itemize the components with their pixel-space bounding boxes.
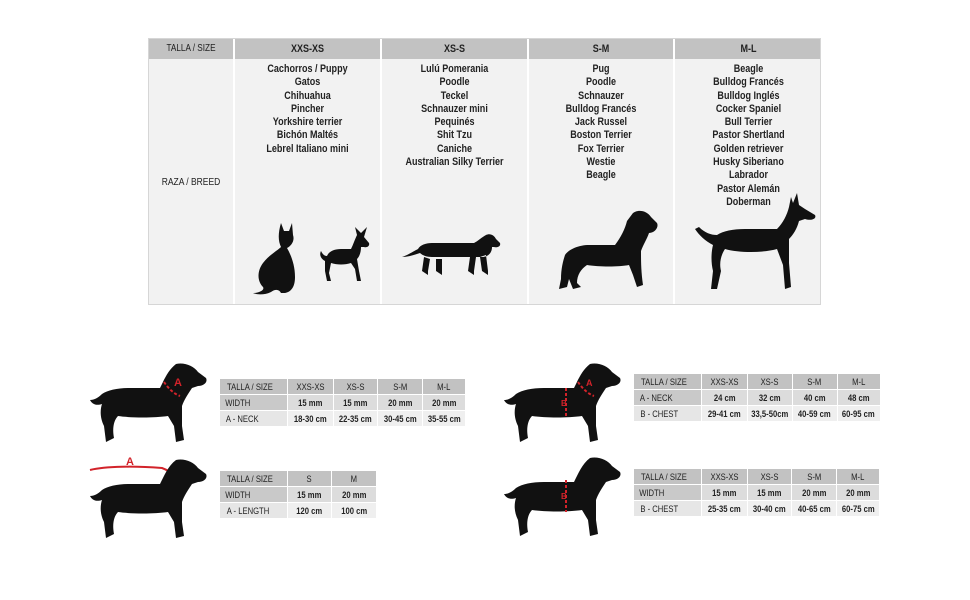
- table-cell: 24 cm: [713, 392, 736, 403]
- breed-list: [529, 59, 673, 183]
- size-column-header: S-M: [806, 471, 822, 482]
- breed-column-m-l: [675, 39, 822, 304]
- size-header-label: TALLA / SIZE: [641, 471, 687, 482]
- table-row: [634, 406, 881, 422]
- breed-column-s-m: [529, 39, 675, 304]
- breed-item: Bulldog Francés: [713, 76, 784, 89]
- table-cell: 15 mm: [343, 397, 368, 408]
- table-header-row: [220, 471, 377, 487]
- measure-marker-b: B: [561, 399, 567, 408]
- size-column-header: XXS-XS: [710, 471, 739, 482]
- collar-size-table: [220, 379, 466, 427]
- table-row: [220, 395, 466, 411]
- table-row: [220, 503, 377, 519]
- breed-item: Husky Siberiano: [713, 156, 784, 169]
- chest-size-table: [634, 469, 880, 517]
- table-cell: 60-95 cm: [842, 408, 875, 419]
- harness-size-table: [634, 374, 881, 422]
- table-row: [634, 390, 881, 406]
- doberman-silhouette-icon: [693, 191, 817, 293]
- measure-marker-a: A: [586, 378, 593, 388]
- table-cell: 15 mm: [757, 487, 782, 498]
- table-cell: 25-35 cm: [708, 503, 741, 514]
- row-label: A - NECK: [225, 413, 259, 424]
- row-label: A - NECK: [639, 392, 673, 403]
- row-label: B - CHEST: [640, 408, 679, 419]
- breed-item: Boston Terrier: [570, 129, 632, 142]
- row-label: B - CHEST: [640, 503, 679, 514]
- table-cell: 29-41 cm: [708, 408, 741, 419]
- size-header-label: TALLA / SIZE: [227, 473, 273, 484]
- size-column-header: M-L: [851, 471, 865, 482]
- breed-item: Poodle: [585, 76, 617, 89]
- breed-row-label: RAZA / BREED: [161, 177, 221, 188]
- measure-marker-a: A: [174, 377, 182, 389]
- chihuahua-silhouette-icon: [317, 225, 373, 285]
- size-column-header: S-M: [392, 381, 408, 392]
- size-column-header: XS-S: [443, 43, 466, 55]
- size-header-label: TALLA / SIZE: [227, 381, 273, 392]
- breed-column-xs-s: [382, 39, 529, 304]
- table-cell: 40-59 cm: [798, 408, 831, 419]
- breed-item: Pug: [592, 63, 610, 75]
- table-cell: 32 cm: [758, 392, 781, 403]
- table-cell: 40-65 cm: [797, 503, 831, 514]
- breed-item: Shit Tzu: [436, 129, 473, 142]
- size-column-header: S: [306, 473, 313, 484]
- size-column-header: XXS-XS: [710, 376, 739, 387]
- breed-item: Jack Russel: [574, 116, 628, 129]
- table-cell: 20 mm: [431, 397, 457, 408]
- breed-item: Poodle: [439, 76, 470, 89]
- size-column-header: S-M: [807, 376, 822, 387]
- size-column-header: XXS-XS: [296, 381, 325, 392]
- size-column-header: XXS-XS: [290, 43, 325, 55]
- table-cell: 30-40 cm: [753, 503, 786, 514]
- table-header-row: [634, 469, 880, 485]
- table-cell: 20 mm: [845, 487, 871, 498]
- breed-item: Westie: [586, 156, 616, 169]
- table-row: [220, 487, 377, 503]
- breed-item: Pastor Alemán: [717, 182, 780, 195]
- size-column-header: XS-S: [760, 376, 779, 387]
- size-column-header: M-L: [851, 376, 866, 387]
- table-header-row: [220, 379, 466, 395]
- size-header-label: TALLA / SIZE: [166, 43, 216, 54]
- breed-item: Gatos: [294, 76, 321, 89]
- collar-dog-diagram: [88, 360, 212, 446]
- breed-item: Beagle: [586, 169, 616, 182]
- size-column-header: XS-S: [760, 471, 779, 482]
- breed-item: Cachorros / Puppy: [267, 63, 348, 75]
- table-cell: 20 mm: [387, 397, 413, 408]
- breed-item: Yorkshire terrier: [272, 116, 343, 129]
- breed-item: Caniche: [436, 142, 473, 155]
- breed-item: Lebrel Italiano mini: [266, 142, 349, 155]
- breed-item: Fox Terrier: [577, 142, 625, 155]
- breed-item: Schnauzer: [578, 89, 624, 102]
- dog-silhouette-icon: [90, 363, 207, 442]
- size-column-header: XS-S: [346, 381, 365, 392]
- breed-list: [235, 59, 380, 156]
- breed-item: Pincher: [290, 102, 325, 115]
- table-header-row: [634, 374, 881, 390]
- dachshund-silhouette-icon: [402, 231, 502, 285]
- table-row: [634, 485, 880, 501]
- table-cell: 48 cm: [847, 392, 870, 403]
- table-cell: 15 mm: [298, 397, 323, 408]
- breed-item: Bulldog Inglés: [717, 89, 780, 102]
- breed-item: Teckel: [440, 89, 469, 102]
- row-label: A - LENGTH: [226, 505, 270, 516]
- table-cell: 30-45 cm: [383, 413, 417, 424]
- leash-size-table: [220, 471, 377, 519]
- row-label: WIDTH: [225, 489, 251, 500]
- leash-measure-line: [90, 467, 174, 478]
- breed-item: Doberman: [726, 195, 771, 208]
- breed-column-xxs-xs: [235, 39, 382, 304]
- table-cell: 15 mm: [297, 489, 322, 500]
- dog-silhouette-icon: [90, 459, 207, 538]
- breed-item: Chihuahua: [284, 89, 331, 102]
- measure-marker-a: A: [126, 456, 134, 468]
- cat-silhouette-icon: [251, 219, 301, 297]
- breed-item: Schnauzer mini: [421, 102, 488, 115]
- breed-item: Lulú Pomerania: [420, 63, 489, 75]
- table-cell: 35-55 cm: [427, 413, 461, 424]
- chest-dog-diagram: [502, 454, 626, 540]
- schnauzer-silhouette-icon: [555, 209, 659, 291]
- breed-item: Bichón Maltés: [276, 129, 339, 142]
- row-label: WIDTH: [225, 397, 251, 408]
- breed-item: Bull Terrier: [724, 116, 773, 129]
- table-cell: 100 cm: [341, 505, 367, 516]
- table-row: [220, 411, 466, 427]
- table-cell: 20 mm: [801, 487, 827, 498]
- table-cell: 20 mm: [341, 489, 367, 500]
- table-cell: 60-75 cm: [841, 503, 875, 514]
- table-cell: 40 cm: [803, 392, 826, 403]
- breed-item: Cocker Spaniel: [715, 102, 782, 115]
- breed-list: [382, 59, 527, 169]
- leash-dog-diagram: [86, 452, 212, 542]
- size-header-label: TALLA / SIZE: [641, 376, 687, 387]
- measure-marker-b: B: [561, 492, 567, 501]
- table-cell: 15 mm: [712, 487, 737, 498]
- table-cell: 120 cm: [296, 505, 323, 516]
- breed-item: Australian Silky Terrier: [405, 156, 504, 169]
- size-column-header: M: [350, 473, 358, 484]
- size-column-header: S-M: [592, 43, 610, 55]
- breed-item: Pequinés: [434, 116, 475, 129]
- table-row: [634, 501, 880, 517]
- breed-item: Labrador: [728, 169, 769, 182]
- breed-item: Golden retriever: [713, 142, 784, 155]
- table-cell: 22-35 cm: [339, 413, 372, 424]
- breed-list: [675, 59, 822, 209]
- table-cell: 18-30 cm: [294, 413, 327, 424]
- breed-table-label-column: [149, 39, 235, 304]
- table-cell: 33,5-50cm: [751, 408, 789, 419]
- size-column-header: M-L: [740, 43, 757, 55]
- size-column-header: M-L: [437, 381, 451, 392]
- breed-item: Bulldog Francés: [565, 102, 637, 115]
- harness-dog-diagram: [502, 360, 626, 446]
- row-label: WIDTH: [639, 487, 665, 498]
- breed-item: Beagle: [733, 63, 764, 75]
- breed-size-table: [148, 38, 821, 305]
- breed-item: Pastor Shertland: [712, 129, 785, 142]
